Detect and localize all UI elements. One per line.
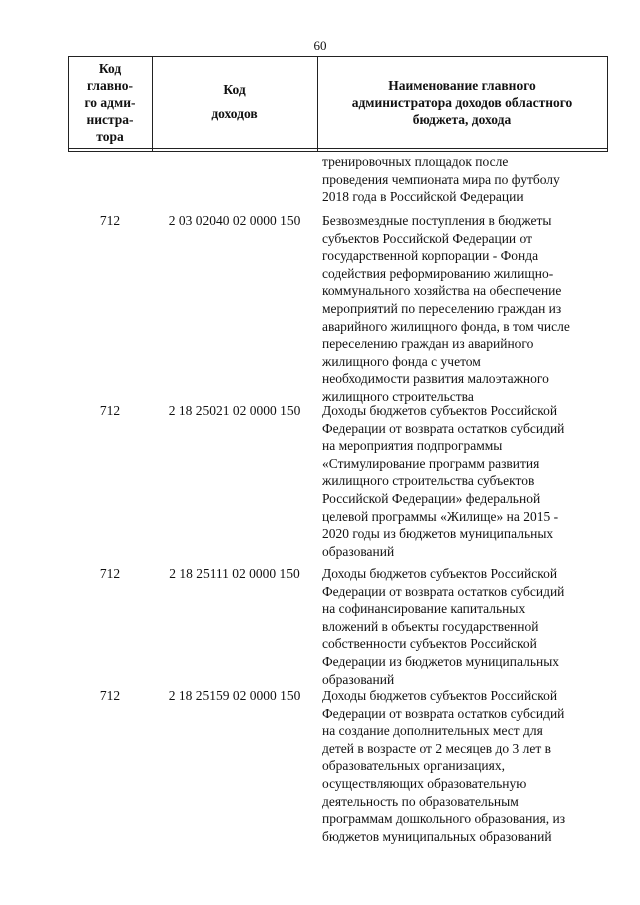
table-right-border (607, 56, 608, 152)
table-row-continuation (68, 153, 607, 209)
admin-code: 712 (99, 566, 121, 581)
admin-code: 712 (99, 403, 121, 418)
income-code: 2 18 25021 02 0000 150 (168, 403, 301, 418)
income-code: 2 03 02040 02 0000 150 (168, 213, 301, 228)
continuation-name: тренировочных площадок после проведения чемпионата мира по футболу 2018 года в Российской Федерации (322, 154, 560, 205)
income-name: Доходы бюджетов субъектов Российской Федерации от возврата остатков субсидий на софинансирование капитальных вложений в объекты государственной собственности субъектов Российской Федерации из бюджетов муниципальных образований (322, 566, 565, 687)
page-number: 60 (313, 38, 327, 53)
header-admin-code (68, 56, 152, 148)
header-admin-code-text: Код главно- го адми- нистра- тора (84, 60, 136, 144)
income-name: Безвозмездные поступления в бюджеты субъектов Российской Федерации от государственной корпорации - Фонда содействия реформированию жилищно- коммунального хозяйства на обеспечение мероприятий по переселению граждан из аварийного жилищного фонда, в том числе переселению граждан из аварийного жилищного фонда с учетом необходимости развития малоэтажного жилищного строительства (322, 213, 570, 404)
income-code: 2 18 25159 02 0000 150 (168, 688, 301, 703)
header-name-text: Наименование главного администратора доходов областного бюджета, дохода (351, 77, 573, 127)
income-name: Доходы бюджетов субъектов Российской Федерации от возврата остатков субсидий на создание дополнительных мест для детей в возрасте от 2 месяцев до 3 лет в образовательных организациях, осуществляющих образовательную деятельность по образовательным программам дошкольного образования, из бюджетов муниципальных образований (322, 688, 566, 844)
income-name: Доходы бюджетов субъектов Российской Федерации от возврата остатков субсидий на мероприятия подпрограммы «Стимулирование программ развития жилищного строительства субъектов Российской Федерации» федеральной целевой программы «Жилище» на 2015 - 2020 годы из бюджетов муниципальных образований (322, 403, 565, 559)
header-income-code-text: Код доходов (211, 82, 258, 121)
admin-code: 712 (99, 213, 121, 228)
income-code: 2 18 25111 02 0000 150 (169, 566, 300, 581)
header-bottom-border (68, 148, 607, 149)
header-name (317, 56, 607, 148)
admin-code: 712 (99, 688, 121, 703)
header-income-code (152, 56, 317, 148)
header-double-border (68, 151, 607, 152)
